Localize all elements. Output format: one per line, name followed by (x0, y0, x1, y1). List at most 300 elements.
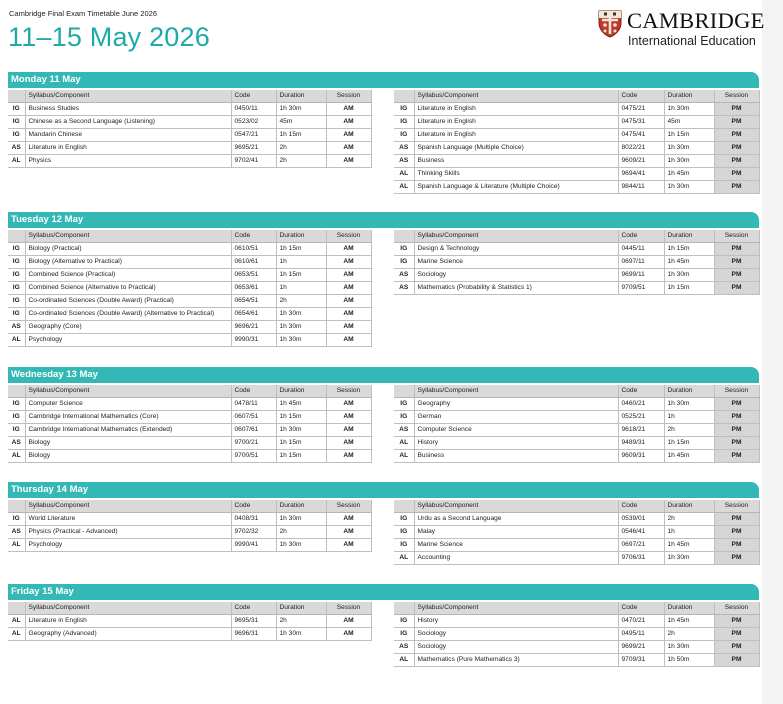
level-cell: IG (8, 308, 25, 321)
syllabus-cell: Geography (414, 398, 618, 411)
syllabus-cell: History (414, 437, 618, 450)
table-header-row (394, 90, 759, 103)
syllabus-cell: Business (414, 155, 618, 168)
duration-cell: 1h 15m (276, 437, 326, 450)
duration-cell: 1h 15m (276, 411, 326, 424)
syllabus-header: Syllabus/Component (414, 90, 618, 103)
duration-cell: 1h 45m (664, 450, 714, 463)
session-cell: AM (326, 308, 371, 321)
page-title: 11–15 May 2026 (8, 22, 210, 52)
syllabus-cell: Cambridge International Mathematics (Extended) (25, 424, 231, 437)
duration-cell: 1h 15m (664, 129, 714, 142)
session-cell: PM (714, 539, 759, 552)
table-row (8, 628, 371, 641)
duration-cell: 1h 45m (664, 168, 714, 181)
am-exam-table (8, 500, 372, 552)
duration-cell: 1h 30m (664, 552, 714, 565)
session-cell: AM (326, 256, 371, 269)
session-header: Session (714, 230, 759, 243)
day-heading: Wednesday 13 May (8, 367, 759, 383)
table-header-row (394, 230, 759, 243)
level-cell: IG (8, 398, 25, 411)
am-exam-table (8, 385, 372, 463)
duration-header: Duration (664, 90, 714, 103)
level-header (8, 230, 25, 243)
session-cell: AM (326, 628, 371, 641)
code-cell: 9709/51 (618, 282, 664, 295)
syllabus-header: Syllabus/Component (25, 385, 231, 398)
duration-cell: 1h 30m (276, 308, 326, 321)
level-cell: AL (394, 450, 414, 463)
level-header (394, 90, 414, 103)
session-cell: PM (714, 654, 759, 667)
syllabus-header: Syllabus/Component (25, 90, 231, 103)
level-cell: IG (8, 256, 25, 269)
code-header: Code (231, 90, 276, 103)
duration-cell: 1h (664, 411, 714, 424)
level-cell: IG (8, 424, 25, 437)
duration-cell: 1h (276, 282, 326, 295)
syllabus-cell: Physics (Practical - Advanced) (25, 526, 231, 539)
pm-exam-table (394, 602, 760, 667)
table-row (394, 168, 759, 181)
duration-header: Duration (664, 500, 714, 513)
syllabus-header: Syllabus/Component (25, 230, 231, 243)
table-row (8, 437, 371, 450)
session-cell: PM (714, 256, 759, 269)
session-cell: PM (714, 398, 759, 411)
duration-header: Duration (276, 602, 326, 615)
session-header: Session (326, 90, 371, 103)
level-cell: IG (8, 411, 25, 424)
table-row (8, 243, 371, 256)
level-cell: IG (394, 243, 414, 256)
syllabus-cell: Physics (25, 155, 231, 168)
duration-cell: 2h (276, 526, 326, 539)
syllabus-header: Syllabus/Component (414, 230, 618, 243)
code-header: Code (618, 602, 664, 615)
code-cell: 0539/01 (618, 513, 664, 526)
table-row (394, 282, 759, 295)
syllabus-cell: Biology (25, 437, 231, 450)
level-header (8, 602, 25, 615)
session-cell: AM (326, 450, 371, 463)
session-cell: PM (714, 155, 759, 168)
syllabus-cell: Marine Science (414, 539, 618, 552)
duration-cell: 1h 30m (664, 269, 714, 282)
syllabus-header: Syllabus/Component (414, 385, 618, 398)
table-row (8, 615, 371, 628)
code-cell: 0697/21 (618, 539, 664, 552)
table-row (394, 155, 759, 168)
syllabus-cell: World Literature (25, 513, 231, 526)
table-header-row (8, 500, 371, 513)
table-row (394, 450, 759, 463)
code-header: Code (231, 385, 276, 398)
table-row (8, 539, 371, 552)
table-row (394, 411, 759, 424)
session-cell: PM (714, 628, 759, 641)
duration-header: Duration (276, 90, 326, 103)
syllabus-header: Syllabus/Component (414, 602, 618, 615)
code-cell: 9700/21 (231, 437, 276, 450)
code-cell: 0450/11 (231, 103, 276, 116)
level-cell: IG (394, 103, 414, 116)
duration-cell: 2h (276, 615, 326, 628)
level-cell: AS (8, 142, 25, 155)
day-heading: Thursday 14 May (8, 482, 759, 498)
code-header: Code (231, 500, 276, 513)
syllabus-cell: Sociology (414, 269, 618, 282)
duration-cell: 1h (664, 526, 714, 539)
table-row (394, 116, 759, 129)
session-cell: AM (326, 615, 371, 628)
level-cell: AL (8, 450, 25, 463)
duration-cell: 1h 30m (276, 539, 326, 552)
table-header-row (394, 602, 759, 615)
level-header (394, 385, 414, 398)
session-cell: PM (714, 168, 759, 181)
session-cell: AM (326, 526, 371, 539)
syllabus-cell: Literature in English (414, 103, 618, 116)
code-cell: 9702/41 (231, 155, 276, 168)
duration-cell: 1h 15m (276, 450, 326, 463)
table-header-row (394, 500, 759, 513)
code-header: Code (618, 230, 664, 243)
session-cell: PM (714, 552, 759, 565)
table-row (394, 424, 759, 437)
syllabus-cell: Business Studies (25, 103, 231, 116)
level-cell: IG (394, 398, 414, 411)
duration-cell: 1h (276, 256, 326, 269)
table-row (394, 142, 759, 155)
code-cell: 0525/21 (618, 411, 664, 424)
duration-cell: 1h 45m (664, 256, 714, 269)
code-cell: 9699/11 (618, 269, 664, 282)
syllabus-cell: Biology (Alternative to Practical) (25, 256, 231, 269)
duration-cell: 1h 15m (664, 282, 714, 295)
table-row (394, 539, 759, 552)
code-cell: 9695/21 (231, 142, 276, 155)
session-cell: PM (714, 526, 759, 539)
level-cell: AS (394, 269, 414, 282)
day-section (8, 72, 759, 191)
table-header-row (8, 230, 371, 243)
session-cell: AM (326, 411, 371, 424)
duration-header: Duration (664, 385, 714, 398)
code-cell: 0653/61 (231, 282, 276, 295)
table-header-row (8, 602, 371, 615)
session-header: Session (326, 230, 371, 243)
duration-cell: 1h 30m (276, 628, 326, 641)
duration-cell: 1h 45m (664, 615, 714, 628)
day-section (8, 482, 759, 562)
syllabus-cell: German (414, 411, 618, 424)
table-row (8, 424, 371, 437)
level-cell: AS (394, 142, 414, 155)
table-row (8, 321, 371, 334)
table-row (8, 129, 371, 142)
code-cell: 0408/31 (231, 513, 276, 526)
code-cell: 9609/21 (618, 155, 664, 168)
session-cell: PM (714, 450, 759, 463)
syllabus-cell: Geography (Advanced) (25, 628, 231, 641)
session-cell: AM (326, 129, 371, 142)
table-row (8, 155, 371, 168)
day-heading: Monday 11 May (8, 72, 759, 88)
duration-cell: 2h (276, 295, 326, 308)
duration-cell: 1h 30m (276, 424, 326, 437)
code-cell: 9700/51 (231, 450, 276, 463)
syllabus-cell: Computer Science (25, 398, 231, 411)
syllabus-cell: Mathematics (Pure Mathematics 3) (414, 654, 618, 667)
level-cell: IG (394, 513, 414, 526)
session-cell: PM (714, 411, 759, 424)
session-cell: AM (326, 295, 371, 308)
table-row (394, 129, 759, 142)
document-label: Cambridge Final Exam Timetable June 2026 (9, 9, 157, 18)
session-cell: AM (326, 424, 371, 437)
code-cell: 0460/21 (618, 398, 664, 411)
duration-cell: 1h 30m (276, 334, 326, 347)
level-cell: IG (8, 295, 25, 308)
day-heading: Friday 15 May (8, 584, 759, 600)
session-cell: AM (326, 269, 371, 282)
table-row (8, 269, 371, 282)
code-cell: 0546/41 (618, 526, 664, 539)
day-heading: Tuesday 12 May (8, 212, 759, 228)
code-cell: 9706/31 (618, 552, 664, 565)
table-row (8, 450, 371, 463)
code-cell: 9696/21 (231, 321, 276, 334)
session-cell: PM (714, 269, 759, 282)
table-row (8, 334, 371, 347)
level-cell: IG (394, 256, 414, 269)
duration-header: Duration (276, 230, 326, 243)
level-cell: IG (394, 116, 414, 129)
session-cell: AM (326, 142, 371, 155)
pm-exam-table (394, 230, 760, 295)
level-cell: AL (394, 654, 414, 667)
syllabus-cell: Spanish Language & Literature (Multiple Choice) (414, 181, 618, 194)
syllabus-cell: Combined Science (Alternative to Practical) (25, 282, 231, 295)
syllabus-cell: Literature in English (414, 116, 618, 129)
session-cell: PM (714, 116, 759, 129)
syllabus-cell: Thinking Skills (414, 168, 618, 181)
session-cell: AM (326, 539, 371, 552)
level-cell: IG (8, 103, 25, 116)
duration-cell: 1h 30m (664, 398, 714, 411)
table-header-row (8, 90, 371, 103)
am-exam-table (8, 602, 372, 641)
table-row (394, 181, 759, 194)
level-cell: IG (394, 615, 414, 628)
session-cell: PM (714, 282, 759, 295)
duration-cell: 1h 30m (664, 103, 714, 116)
session-cell: AM (326, 398, 371, 411)
syllabus-cell: Urdu as a Second Language (414, 513, 618, 526)
level-cell: IG (8, 129, 25, 142)
table-row (394, 269, 759, 282)
duration-cell: 2h (276, 155, 326, 168)
session-header: Session (326, 385, 371, 398)
duration-cell: 1h 30m (664, 155, 714, 168)
logo-subtitle: International Education (628, 34, 756, 48)
code-header: Code (231, 602, 276, 615)
duration-cell: 1h 30m (664, 181, 714, 194)
code-cell: 0445/11 (618, 243, 664, 256)
duration-cell: 1h 15m (276, 129, 326, 142)
page-edge (762, 0, 783, 704)
level-header (8, 90, 25, 103)
duration-header: Duration (276, 500, 326, 513)
table-row (394, 641, 759, 654)
level-cell: IG (8, 269, 25, 282)
level-cell: IG (394, 129, 414, 142)
day-section (8, 367, 759, 460)
code-cell: 0653/51 (231, 269, 276, 282)
code-cell: 0470/21 (618, 615, 664, 628)
table-row (394, 552, 759, 565)
syllabus-cell: History (414, 615, 618, 628)
session-cell: AM (326, 103, 371, 116)
syllabus-cell: Mandarin Chinese (25, 129, 231, 142)
duration-cell: 1h 30m (276, 513, 326, 526)
level-cell: AL (8, 155, 25, 168)
session-header: Session (714, 500, 759, 513)
code-cell: 0607/61 (231, 424, 276, 437)
table-row (394, 103, 759, 116)
table-row (394, 615, 759, 628)
code-cell: 9844/11 (618, 181, 664, 194)
level-cell: IG (394, 628, 414, 641)
code-cell: 0475/31 (618, 116, 664, 129)
syllabus-cell: Literature in English (414, 129, 618, 142)
code-header: Code (618, 90, 664, 103)
level-cell: AL (394, 168, 414, 181)
syllabus-cell: Mathematics (Probability & Statistics 1) (414, 282, 618, 295)
level-cell: AL (8, 615, 25, 628)
level-cell: IG (394, 539, 414, 552)
code-header: Code (231, 230, 276, 243)
level-cell: AL (8, 539, 25, 552)
syllabus-cell: Biology (Practical) (25, 243, 231, 256)
code-cell: 9618/21 (618, 424, 664, 437)
duration-cell: 1h 15m (664, 243, 714, 256)
syllabus-cell: Biology (25, 450, 231, 463)
code-cell: 0610/61 (231, 256, 276, 269)
table-row (8, 282, 371, 295)
level-cell: AL (8, 334, 25, 347)
session-header: Session (714, 90, 759, 103)
code-cell: 9489/31 (618, 437, 664, 450)
duration-header: Duration (664, 230, 714, 243)
level-cell: AS (8, 437, 25, 450)
session-header: Session (714, 602, 759, 615)
pm-exam-table (394, 90, 760, 194)
code-cell: 9702/32 (231, 526, 276, 539)
day-section (8, 584, 759, 664)
level-cell: IG (394, 526, 414, 539)
level-header (394, 500, 414, 513)
code-cell: 0495/11 (618, 628, 664, 641)
session-cell: PM (714, 424, 759, 437)
session-cell: PM (714, 641, 759, 654)
duration-header: Duration (276, 385, 326, 398)
table-row (8, 295, 371, 308)
am-exam-table (8, 90, 372, 168)
code-header: Code (618, 385, 664, 398)
level-header (394, 602, 414, 615)
code-cell: 0475/21 (618, 103, 664, 116)
code-cell: 0654/61 (231, 308, 276, 321)
syllabus-cell: Design & Technology (414, 243, 618, 256)
duration-cell: 2h (664, 424, 714, 437)
duration-cell: 1h 50m (664, 654, 714, 667)
duration-cell: 1h 30m (664, 142, 714, 155)
duration-cell: 1h 45m (664, 539, 714, 552)
table-row (8, 308, 371, 321)
pm-exam-table (394, 385, 760, 463)
level-cell: IG (8, 243, 25, 256)
syllabus-cell: Business (414, 450, 618, 463)
duration-cell: 1h 15m (276, 269, 326, 282)
session-cell: AM (326, 513, 371, 526)
code-cell: 9699/21 (618, 641, 664, 654)
logo-wordmark: CAMBRIDGE (627, 8, 765, 33)
duration-cell: 2h (664, 628, 714, 641)
syllabus-cell: Marine Science (414, 256, 618, 269)
session-cell: PM (714, 437, 759, 450)
am-exam-table (8, 230, 372, 347)
pm-exam-table (394, 500, 760, 565)
session-cell: AM (326, 155, 371, 168)
syllabus-cell: Co-ordinated Sciences (Double Award) (Practical) (25, 295, 231, 308)
level-cell: AS (394, 155, 414, 168)
table-header-row (8, 385, 371, 398)
level-cell: AS (8, 526, 25, 539)
table-row (394, 654, 759, 667)
duration-cell: 45m (664, 116, 714, 129)
session-cell: AM (326, 334, 371, 347)
code-cell: 9990/31 (231, 334, 276, 347)
level-cell: AL (394, 181, 414, 194)
level-cell: AL (394, 552, 414, 565)
table-row (394, 628, 759, 641)
session-cell: AM (326, 321, 371, 334)
level-cell: AS (8, 321, 25, 334)
session-cell: AM (326, 437, 371, 450)
table-row (8, 116, 371, 129)
syllabus-cell: Co-ordinated Sciences (Double Award) (Alternative to Practical) (25, 308, 231, 321)
table-row (394, 256, 759, 269)
table-row (394, 437, 759, 450)
duration-header: Duration (664, 602, 714, 615)
table-row (8, 526, 371, 539)
level-cell: IG (8, 513, 25, 526)
syllabus-cell: Spanish Language (Multiple Choice) (414, 142, 618, 155)
syllabus-cell: Combined Science (Practical) (25, 269, 231, 282)
code-cell: 0478/11 (231, 398, 276, 411)
code-cell: 9694/41 (618, 168, 664, 181)
session-cell: PM (714, 513, 759, 526)
session-cell: PM (714, 243, 759, 256)
code-cell: 9696/31 (231, 628, 276, 641)
level-cell: AS (394, 424, 414, 437)
table-row (8, 513, 371, 526)
duration-cell: 1h 30m (276, 321, 326, 334)
table-row (394, 513, 759, 526)
